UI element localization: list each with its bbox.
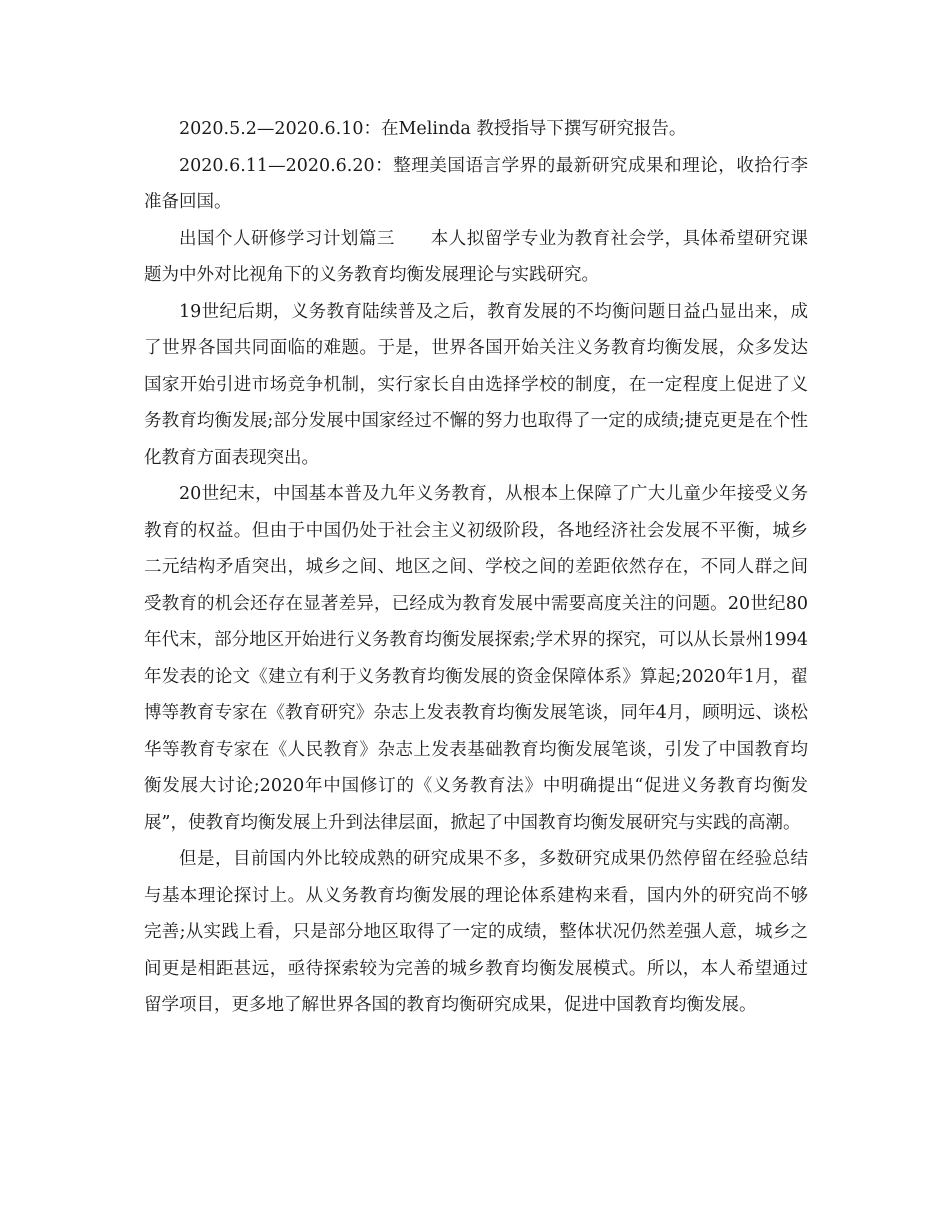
document-body bbox=[144, 111, 808, 1024]
paragraph-schedule-return: 2020.6.11—2020.6.20：整理美国语言学界的最新研究成果和理论，收拾行李准备回国。 bbox=[144, 155, 808, 212]
paragraph-research-gap: 但是，目前国内外比较成熟的研究成果不多，多数研究成果仍然停留在经验总结与基本理论探讨上。从义务教育均衡发展的理论体系建构来看，国内外的研究尚不够完善;从实践上看，只是部分地区取得了一定的成绩，整体状况仍然差强人意，城乡之间更是相距甚远，亟待探索较为完善的城乡教育均衡发展模式。所以，本人希望通过留学项目，更多地了解世界各国的教育均衡研究成果，促进中国教育均衡发展。 bbox=[144, 849, 808, 1015]
paragraph-schedule-report: 2020.5.2—2020.6.10：在Melinda 教授指导下撰写研究报告。 bbox=[179, 119, 687, 139]
paragraph-background-19th-century: 19世纪后期，义务教育陆续普及之后，教育发展的不均衡问题日益凸显出来，成了世界各国共同面临的难题。于是，世界各国开始关注义务教育均衡发展，众多发达国家开始引进市场竞争机制，实行家长自由选择学校的制度，在一定程度上促进了义务教育均衡发展;部分发展中国家经过不懈的努力也取得了一定的成绩;捷克更是在个性化教育方面表现突出。 bbox=[144, 301, 808, 468]
paragraph-background-china: 20世纪末，中国基本普及九年义务教育，从根本上保障了广大儿童少年接受义务教育的权益。但由于中国仍处于社会主义初级阶段，各地经济社会发展不平衡，城乡二元结构矛盾突出，城乡之间、地区之间、学校之间的差距依然存在，不同人群之间受教育的机会还存在显著差异，已经成为教育发展中需要高度关注的问题。20世纪80年代末，部分地区开始进行义务教育均衡发展探索;学术界的探究，可以从长景州1994年发表的论文《建立有利于义务教育均衡发展的资金保障体系》算起;2020年1月，翟博等教育专家在《教育研究》杂志上发表教育均衡发展笔谈，同年4月，顾明远、谈松华等教育专家在《人民教育》杂志上发表基础教育均衡发展笔谈，引发了中国教育均衡发展大讨论;2020年中国修订的《义务教育法》中明确提出“促进义务教育均衡发展”，使教育均衡发展上升到法律层面，掀起了中国教育均衡发展研究与实践的高潮。 bbox=[144, 484, 808, 833]
paragraph-plan-intro: 出国个人研修学习计划篇三 本人拟留学专业为教育社会学，具体希望研究课题为中外对比视角下的义务教育均衡发展理论与实践研究。 bbox=[144, 228, 808, 285]
